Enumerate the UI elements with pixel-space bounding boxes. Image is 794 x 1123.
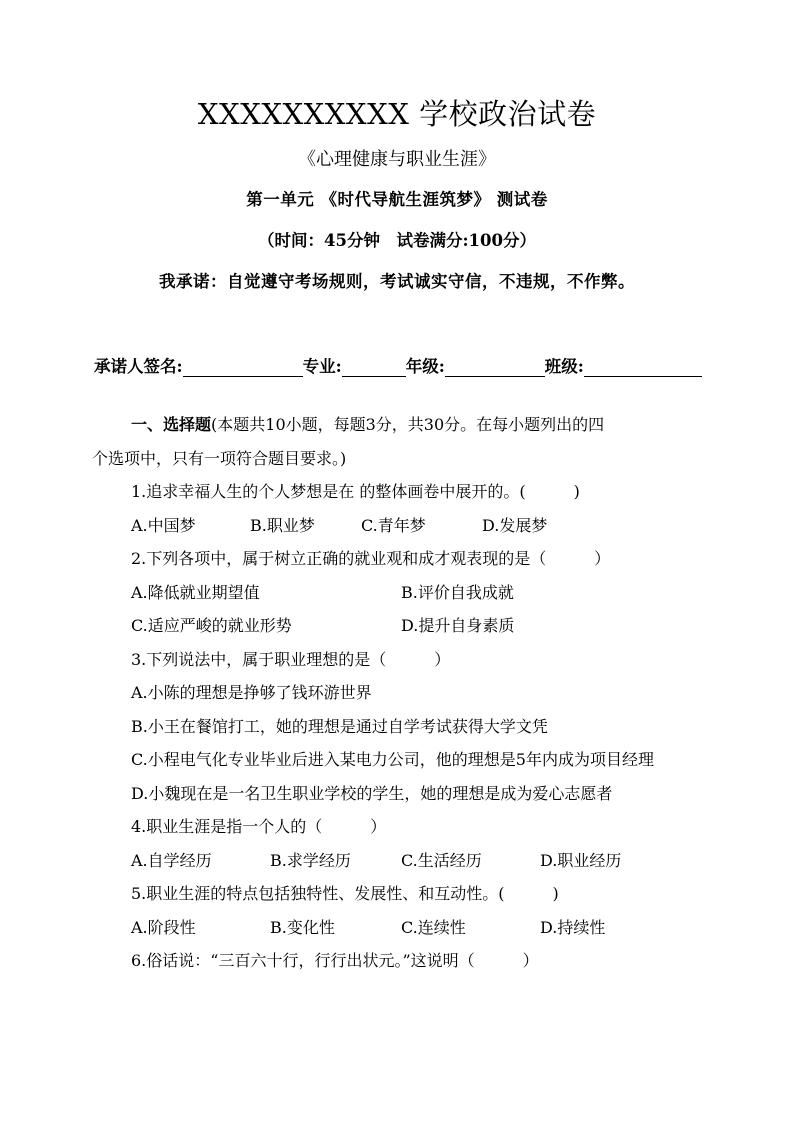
exam-title: XXXXXXXXXX 学校政治试卷 bbox=[197, 97, 597, 131]
section-instruction-1: (本题共10小题，每题3分，共30分。在每小题列出的四 bbox=[211, 415, 605, 434]
option[interactable]: C.小程电气化专业毕业后进入某电力公司，他的理想是5年内成为项目经理 bbox=[131, 750, 654, 769]
option[interactable]: B.小王在餐馆打工，她的理想是通过自学考试获得大学文凭 bbox=[131, 716, 548, 736]
grade-blank[interactable] bbox=[445, 356, 545, 377]
signature-line bbox=[94, 351, 702, 377]
option[interactable]: D.持续性 bbox=[540, 917, 606, 937]
option[interactable]: B.职业梦 bbox=[250, 515, 315, 535]
option[interactable]: B.变化性 bbox=[270, 917, 335, 937]
section-heading: 一、选择题 bbox=[131, 415, 212, 434]
option[interactable]: D.职业经历 bbox=[540, 850, 622, 870]
question-stem: 4.职业生涯是指一个人的（ ） bbox=[131, 817, 387, 836]
option[interactable]: A.降低就业期望值 bbox=[131, 582, 260, 602]
honesty-pledge: 我承诺：自觉遵守考场规则，考试诚实守信，不违规，不作弊。 bbox=[159, 272, 635, 291]
exam-body bbox=[92, 408, 704, 978]
option[interactable]: A.小陈的理想是挣够了钱环游世界 bbox=[131, 683, 372, 702]
question-stem: 5.职业生涯的特点包括独特性、发展性、和互动性。( ) bbox=[131, 884, 559, 903]
option[interactable]: C.适应严峻的就业形势 bbox=[131, 616, 292, 635]
question-options bbox=[92, 609, 704, 643]
question-options bbox=[92, 911, 704, 945]
section-heading-row bbox=[92, 408, 704, 442]
unit-title: 第一单元 《时代导航生涯筑梦》 测试卷 bbox=[246, 190, 548, 209]
option[interactable]: C.青年梦 bbox=[361, 515, 426, 535]
question-options bbox=[92, 576, 704, 610]
question-stem: 2.下列各项中，属于树立正确的就业观和成才观表现的是（ ） bbox=[131, 549, 611, 568]
grade-label: 年级: bbox=[405, 357, 445, 376]
signer-label: 承诺人签名: bbox=[94, 357, 183, 376]
question-stem: 1.追求幸福人生的个人梦想是在 的整体画卷中展开的。( ) bbox=[131, 482, 580, 501]
option[interactable]: B.求学经历 bbox=[270, 850, 351, 870]
question-stem: 6.俗话说：“三百六十行，行行出状元。”这说明（ ） bbox=[131, 951, 539, 970]
option[interactable]: A.阶段性 bbox=[131, 917, 196, 937]
course-subtitle: 《心理健康与职业生涯》 bbox=[298, 149, 496, 170]
question-options bbox=[92, 844, 704, 878]
class-label: 班级: bbox=[544, 357, 584, 376]
question-stem: 3.下列说法中，属于职业理想的是（ ） bbox=[131, 649, 451, 669]
option[interactable]: C.生活经历 bbox=[401, 850, 482, 870]
option[interactable]: D.发展梦 bbox=[482, 515, 548, 535]
time-and-score-info: （时间：45分钟 试卷满分:100分） bbox=[258, 231, 536, 250]
signer-blank[interactable] bbox=[183, 356, 303, 377]
major-blank[interactable] bbox=[342, 356, 406, 377]
option[interactable]: B.评价自我成就 bbox=[401, 582, 514, 602]
option[interactable]: C.连续性 bbox=[401, 917, 466, 937]
option[interactable]: A.自学经历 bbox=[131, 850, 212, 870]
option[interactable]: D.提升自身素质 bbox=[401, 616, 515, 635]
section-instruction-2: 个选项中，只有一项符合题目要求。) bbox=[92, 448, 347, 468]
option[interactable]: D.小魏现在是一名卫生职业学校的学生，她的理想是成为爱心志愿者 bbox=[131, 783, 613, 803]
question-options bbox=[92, 509, 704, 543]
major-label: 专业: bbox=[302, 357, 342, 376]
class-blank[interactable] bbox=[584, 356, 702, 377]
option[interactable]: A.中国梦 bbox=[131, 515, 196, 535]
